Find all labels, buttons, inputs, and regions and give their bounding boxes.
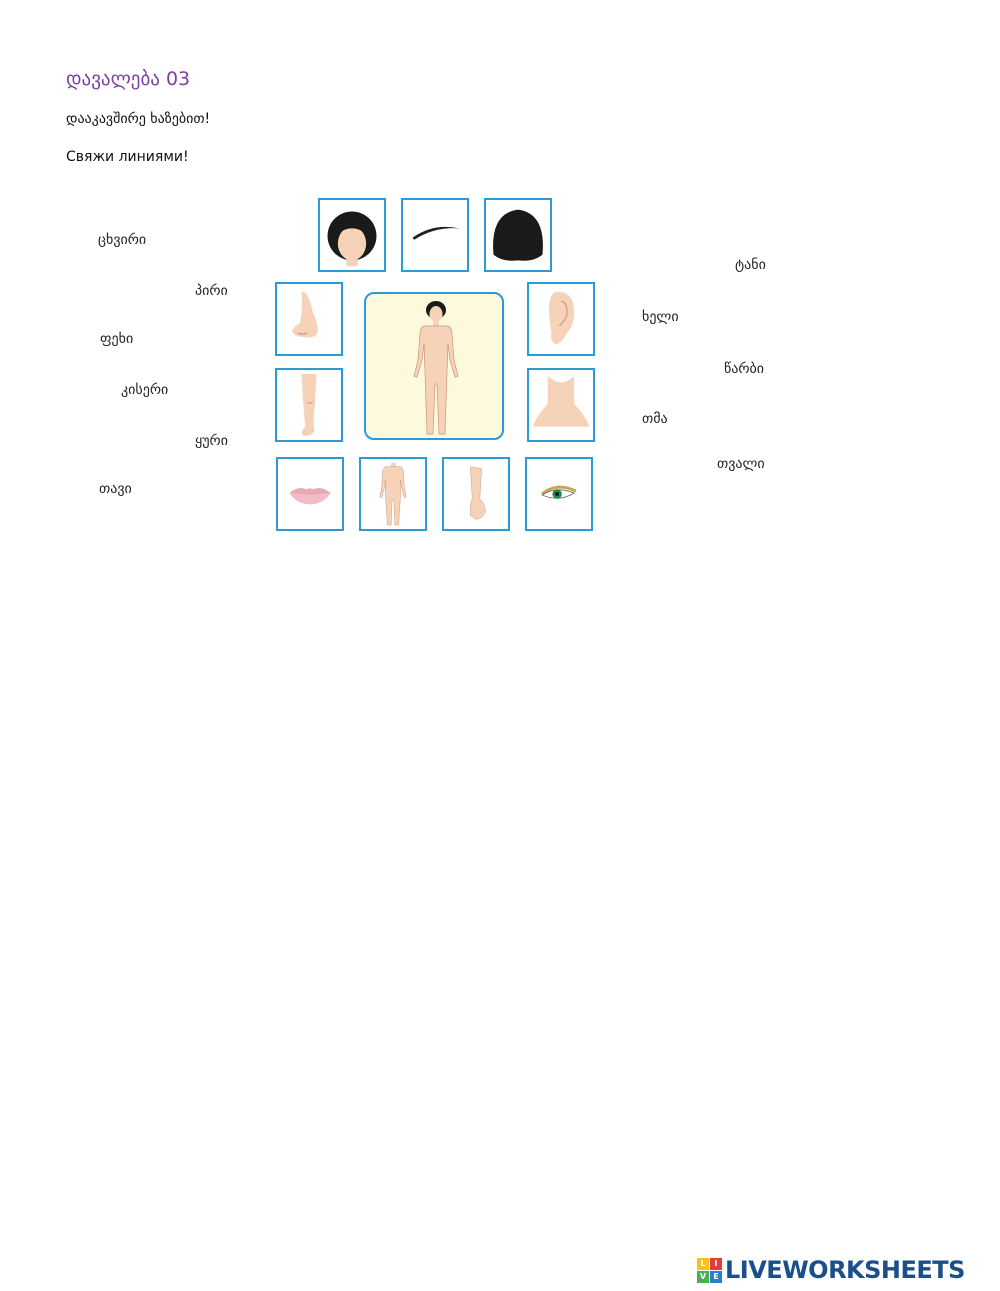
word-leg[interactable]: ფეხი (100, 331, 134, 347)
word-hand[interactable]: ხელი (642, 309, 679, 325)
leg-icon (277, 370, 341, 440)
tile-eye (525, 457, 593, 531)
tile-ear (527, 282, 595, 356)
lips-icon (278, 459, 342, 529)
tile-nose (275, 282, 343, 356)
tile-body-figure (364, 292, 504, 440)
hair-icon (486, 200, 550, 270)
tile-leg (275, 368, 343, 442)
tile-hair (484, 198, 552, 272)
word-head[interactable]: თავი (99, 481, 132, 497)
nose-icon (277, 284, 341, 354)
word-ear[interactable]: ყური (195, 433, 228, 449)
liveworksheets-logo (697, 1254, 965, 1286)
logo-squares-icon: L I V E (697, 1258, 722, 1283)
torso-icon (361, 459, 425, 529)
tile-lips (276, 457, 344, 531)
worksheet-title: დავალება 03 (66, 68, 191, 90)
tile-torso (359, 457, 427, 531)
tile-eyebrow (401, 198, 469, 272)
word-eyebrow[interactable]: წარბი (724, 361, 764, 377)
eye-icon (527, 459, 591, 529)
tile-neck (527, 368, 595, 442)
head-icon (320, 200, 384, 270)
word-eye[interactable]: თვალი (717, 456, 765, 472)
word-neck[interactable]: კისერი (121, 382, 169, 398)
word-nose[interactable]: ცხვირი (98, 232, 147, 248)
tile-head (318, 198, 386, 272)
ear-icon (529, 284, 593, 354)
logo-text: LIVEWORKSHEETS (725, 1256, 965, 1284)
arm-icon (444, 459, 508, 529)
instruction-russian: Свяжи линиями! (66, 149, 189, 165)
tile-arm (442, 457, 510, 531)
word-mouth[interactable]: პირი (195, 283, 228, 299)
instruction-georgian: დააკავშირე ხაზებით! (66, 111, 211, 127)
neck-icon (529, 370, 593, 440)
eyebrow-icon (403, 200, 467, 270)
body-figure-icon (366, 294, 504, 440)
word-body[interactable]: ტანი (735, 257, 766, 273)
word-hair[interactable]: თმა (642, 411, 668, 427)
